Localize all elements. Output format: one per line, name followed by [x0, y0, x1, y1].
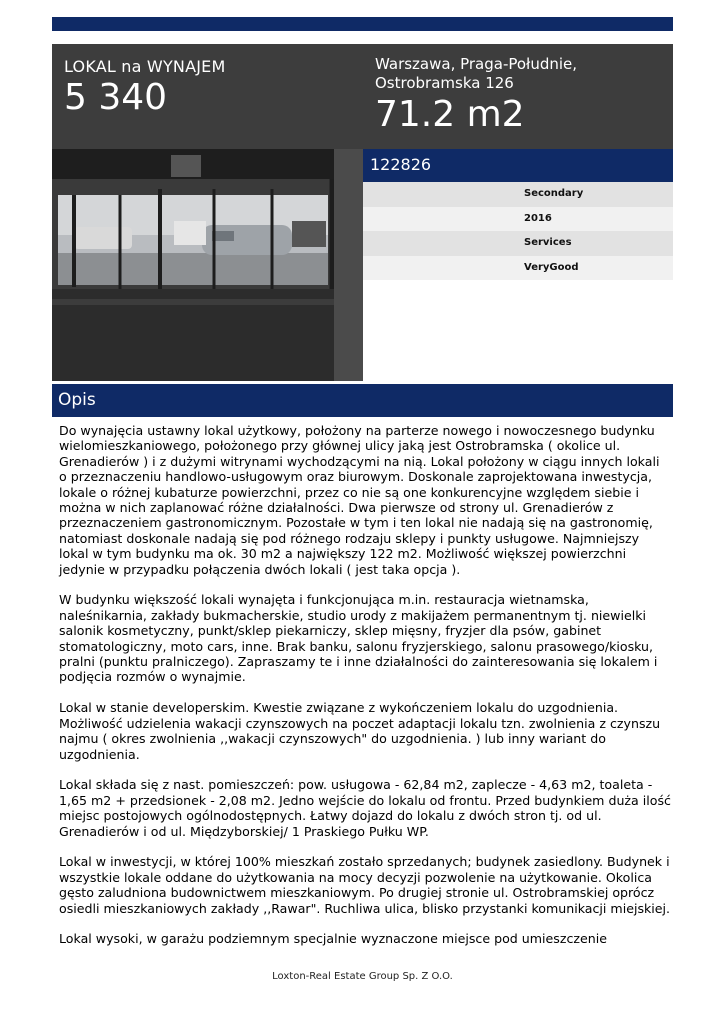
listing-location: Warszawa, Praga-Południe, Ostrobramska 126	[375, 55, 578, 92]
listing-price: 5 340	[64, 77, 168, 118]
description-paragraph: Lokal wysoki, w garażu podziemnym specjalnie wyznaczone miejsce pod umieszczenie	[59, 931, 607, 947]
description-paragraph: Do wynajęcia ustawny lokal użytkowy, położony na parterze nowego i nowoczesnego budynku wielomieszkaniowego, położonego przy głównej ulicy jaką jest Ostrobramska ( okolice ul. Grenadierów ) i z dużymi witrynami wychodzącymi na nią. Lokal położony w ciągu innych lokali o przeznaczeniu handlowo-usługowym oraz biurowym. Doskonale zaprojektowana inwestycja, lokale o różnej kubaturze powierzchni, przez co nie są one konkurencyjne względem siebie i można w nich zaplanować różne działalności. Dwa pierwsze od strony ul. Grenadierów z przeznaczeniem gastronomicznym. Pozostałe w tym i ten lokal nie nadają się na gastronomię, natomiast doskonale nadają się pod różnego rodzaju sklepy i punkty usługowe. Najmniejszy lokal w tym budynku ma ok. 30 m2 a największy 122 m2. Możliwość większej powierzchni jedynie w przypadku połączenia dwóch lokali ( jest taka opcja ).	[59, 423, 660, 577]
top-accent-bar	[52, 17, 673, 31]
listing-type: LOKAL na WYNAJEM	[64, 57, 226, 76]
property-photo	[52, 149, 363, 381]
section-title: Opis	[58, 390, 96, 410]
listing-id: 122826	[370, 155, 432, 174]
listing-header	[52, 44, 673, 149]
footer-company: Loxton-Real Estate Group Sp. Z O.O.	[272, 971, 453, 982]
attribute-year: 2016	[363, 207, 673, 232]
description-paragraph: Lokal składa się z nast. pomieszczeń: pow. usługowa - 62,84 m2, zaplecze - 4,63 m2, toaleta - 1,65 m2 + przedsionek - 2,08 m2. Jedno wejście do lokalu od frontu. Przed budynkiem duża ilość miejsc postojowych ogólnodostępnych. Łatwy dojazd do lokalu z dwóch stron tj. od ul. Grenadierów i od ul. Międzyborskiej/ 1 Praskiego Pułku WP.	[59, 777, 671, 839]
description-body	[59, 423, 671, 962]
description-heading-bar	[52, 384, 673, 417]
description-paragraph: W budynku większość lokali wynajęta i funkcjonująca m.in. restauracja wietnamska, naleśnikarnia, zakłady bukmacherskie, studio urody z makijażem permanentnym tj. niewielki salonik kosmetyczny, punkt/sklep piekarniczy, sklep mięsny, fryzjer dla psów, gabinet stomatologiczny, moto cars, inne. Brak banku, salonu fryzjerskiego, salonu prasowego/kiosku, pralni (punktu pralniczego). Zapraszamy te i inne działalności do zainteresowania się lokalem i podjęcia rozmów o wynajmie.	[59, 592, 658, 685]
listing-id-bar	[363, 149, 673, 182]
description-paragraph: Lokal w stanie developerskim. Kwestie związane z wykończeniem lokalu do uzgodnienia. Możliwość udzielenia wakacji czynszowych na poczet adaptacji lokalu tzn. zwolnienia z czynszu najmu ( okres zwolnienia ,,wakacji czynszowych" do uzgodnienia. ) lub inny wariant do uzgodnienia.	[59, 700, 661, 762]
listing-area: 71.2 m2	[375, 94, 525, 135]
attribute-list	[363, 182, 673, 280]
attribute-condition: VeryGood	[363, 256, 673, 281]
description-paragraph: Lokal w inwestycji, w której 100% mieszkań zostało sprzedanych; budynek zasiedlony. Budynek i wszystkie lokale oddane do użytkowania na mocy decyzji pozwolenie na użytkowanie. Okolica gęsto zaludniona budownictwem mieszkaniowym. Po drugiej stronie ul. Ostrobramskiej oprócz osiedli mieszkaniowych zakłady ,,Rawar". Ruchliwa ulica, blisko przystanki komunikacji miejskiej.	[59, 854, 671, 916]
attribute-market: Secondary	[363, 182, 673, 207]
attribute-purpose: Services	[363, 231, 673, 256]
